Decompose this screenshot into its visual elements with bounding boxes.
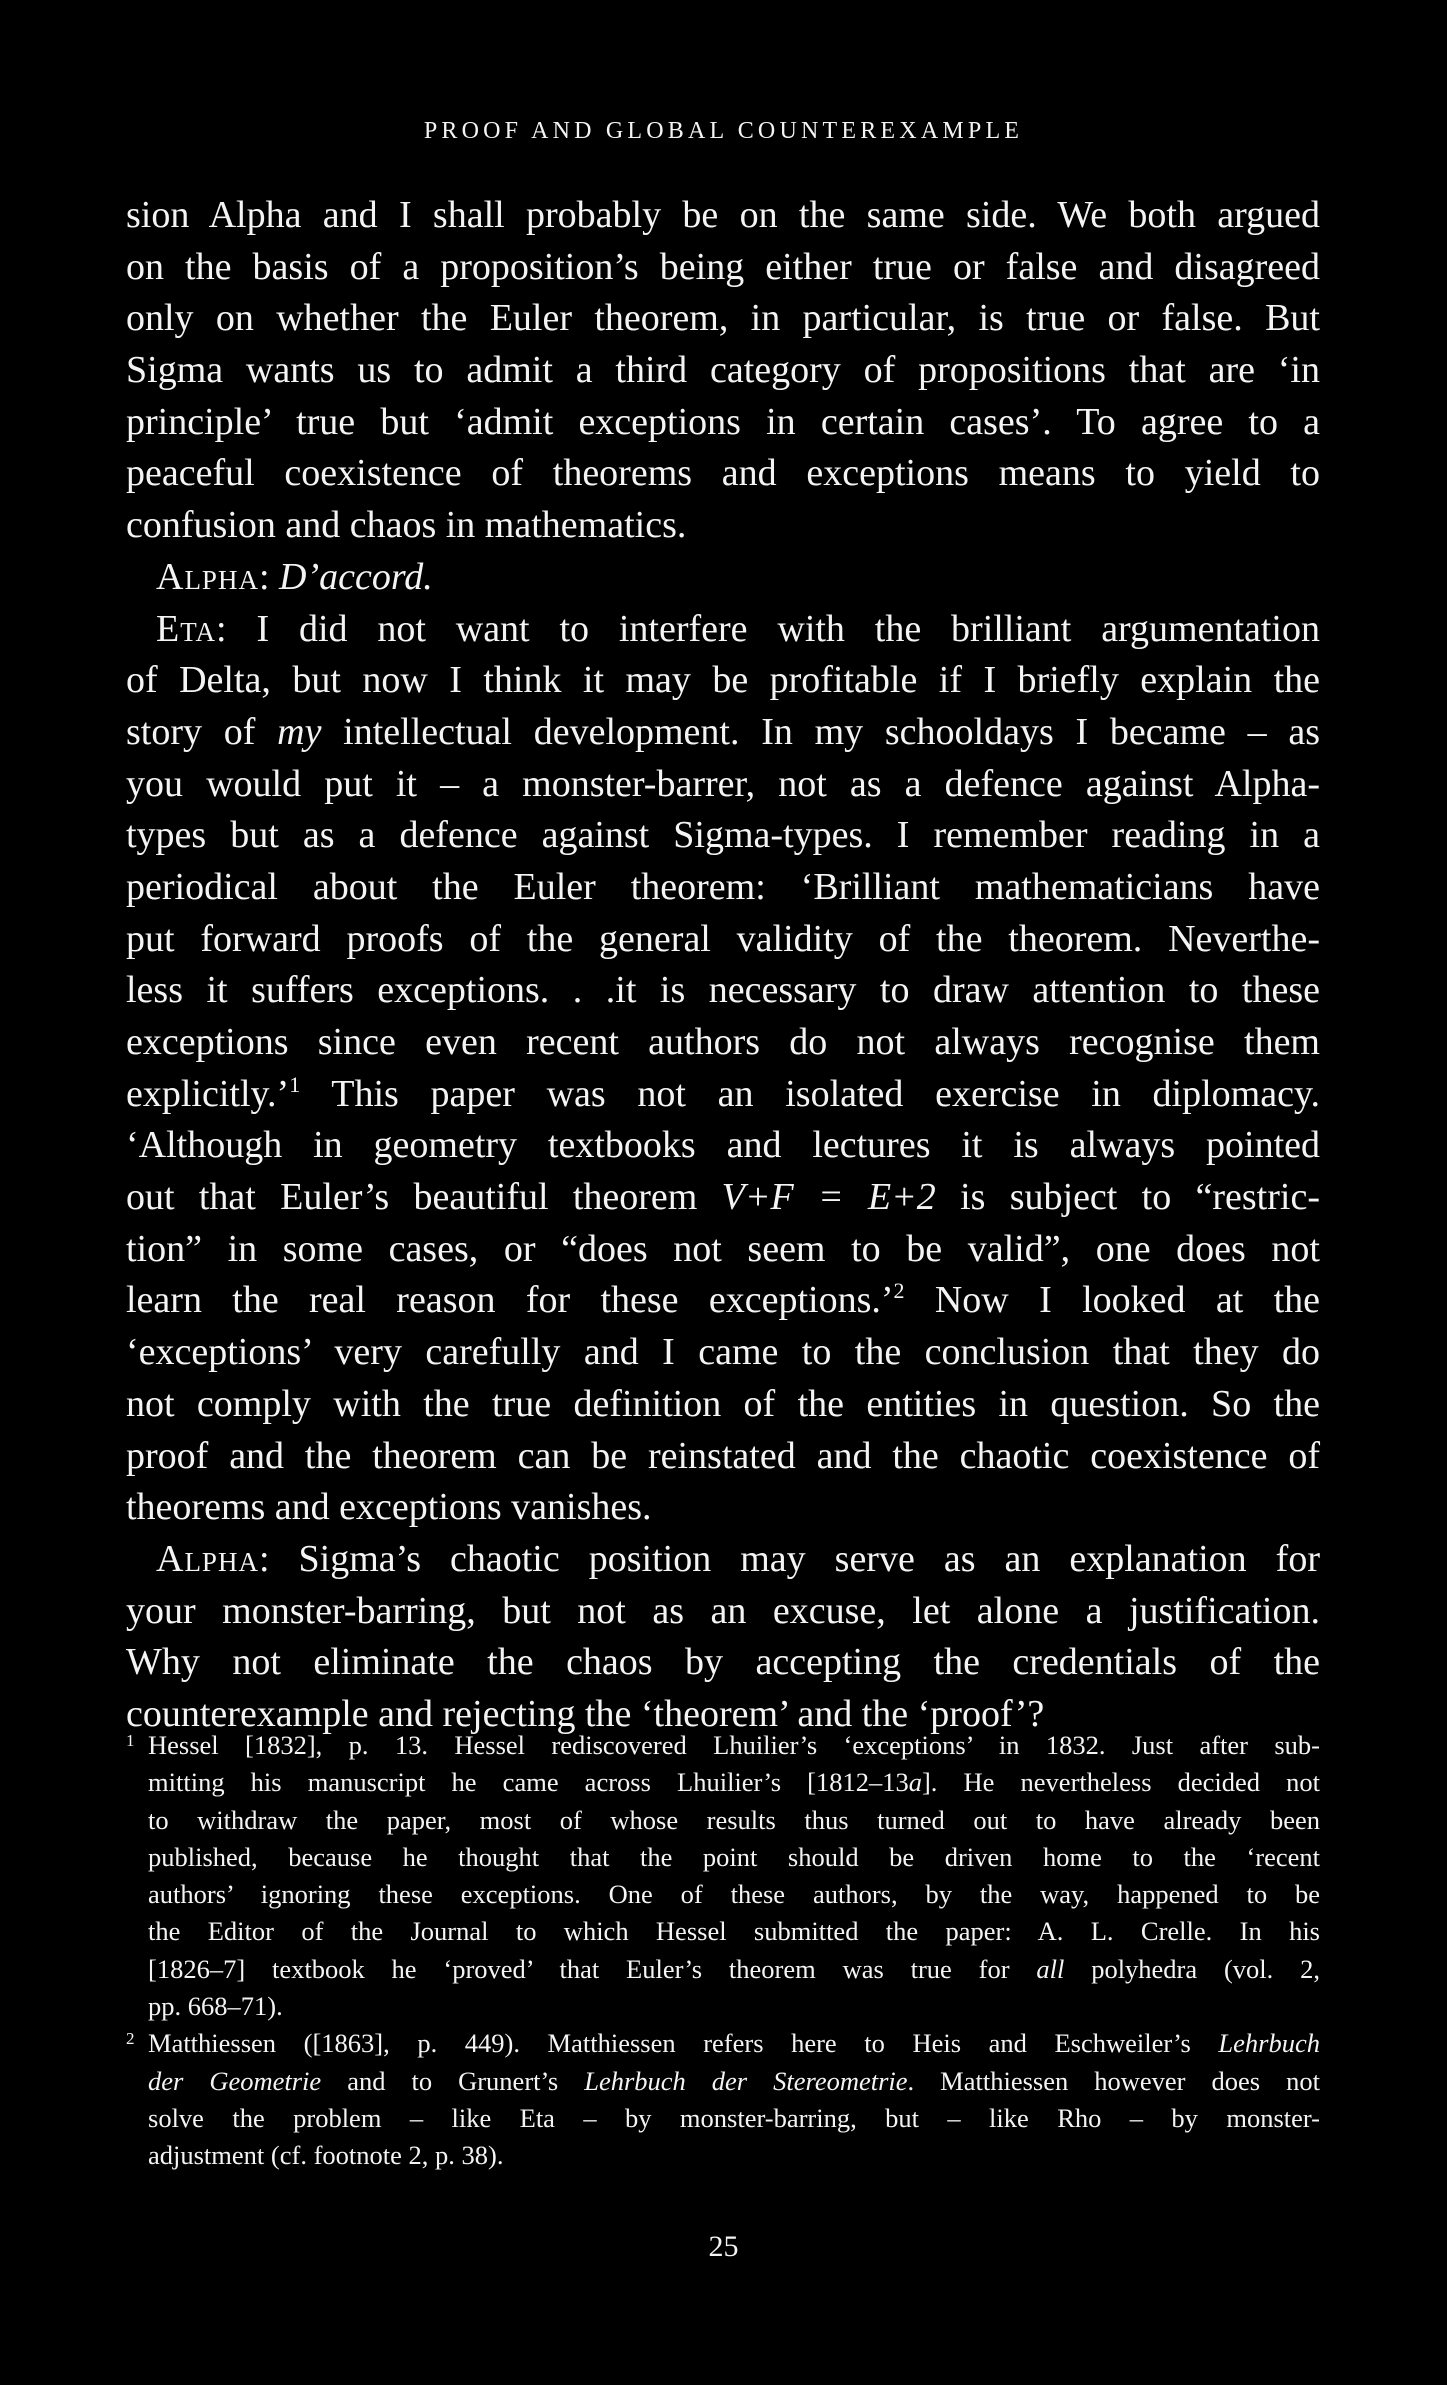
footnote-line: authors’ ignoring these exceptions. One of these authors, by the way, happened to be [148,1879,1320,1910]
body-line: Why not eliminate the chaos by accepting the credentials of the [126,1641,1320,1684]
emphasis: my [277,710,322,753]
page-number: 25 [708,2230,739,2263]
dialogue-alpha-1: Alpha: D’accord. [156,555,433,598]
body-line: learn the real reason for these exceptions.’$^2$ Now I looked at the [126,1278,1321,1322]
body-line: Sigma wants us to admit a third category of propositions that are ‘in [126,349,1320,392]
footnote-line: the Editor of the Journal to which Hessel submitted the paper: A. L. Crelle. In his [148,1916,1320,1947]
body-line: counterexample and rejecting the ‘theorem’ and the ‘proof’? [126,1692,1045,1735]
body-line: peaceful coexistence of theorems and exceptions means to yield to [126,452,1320,495]
footnote-line: [1826–7] textbook he ‘proved’ that Euler’s theorem was true for all polyhedra (vol. 2, [148,1953,1320,1984]
body-line: you would put it – a monster-barrer, not as a defence against Alpha- [126,762,1320,805]
body-line: less it suffers exceptions. . .it is necessary to draw attention to these [126,969,1320,1012]
dialogue-alpha-2: Alpha: Sigma’s chaotic position may serve as an explanation for [156,1537,1320,1580]
footnotes [126,1727,1320,2175]
footnote-1: 1 Hessel [1832], p. 13. Hessel rediscovered Lhuilier’s ‘exceptions’ in 1832. Just after sub- [126,1730,1320,1760]
body-line: ‘exceptions’ very carefully and I came to the conclusion that they do [126,1331,1320,1374]
body-line: ‘Although in geometry textbooks and lectures it is always pointed [126,1124,1320,1167]
body-line: sion Alpha and I shall probably be on the same side. We both argued [126,194,1320,236]
speaker-name: Alpha [156,555,259,598]
body-line: proof and the theorem can be reinstated and the chaotic coexistence of [126,1434,1320,1477]
body-line: theorems and exceptions vanishes. [126,1486,652,1529]
body-line: not comply with the true definition of the entities in question. So the [126,1382,1320,1425]
body-line: tion” in some cases, or “does not seem to be valid”, one does not [126,1227,1320,1270]
footnote-ref-2[interactable]: 2 [893,1278,905,1304]
footnote-line: published, because he thought that the point should be driven home to the ‘recent [148,1841,1320,1872]
footnote-line: to withdraw the paper, most of whose results thus turned out to have already been [148,1804,1320,1835]
body-line: principle’ true but ‘admit exceptions in certain cases’. To agree to a [126,400,1320,443]
body-line: periodical about the Euler theorem: ‘Brilliant mathematicians have [126,865,1320,908]
body-line: exceptions since even recent authors do not always recognise them [126,1021,1320,1063]
body-line: your monster-barring, but not as an excuse, let alone a justification. [126,1589,1320,1632]
footnote-line: der Geometrie and to Grunert’s Lehrbuch der Stereometrie. Matthiessen however does not [148,2065,1320,2096]
footnote-line: adjustment (cf. footnote 2, p. 38). [148,2140,504,2171]
body-line: of Delta, but now I think it may be profitable if I briefly explain the [126,659,1320,702]
footnote-2: 2 Matthiessen ([1863], p. 449). Matthiessen refers here to Heis and Eschweiler’s Lehrbuch [126,2028,1320,2059]
body-line: explicitly.’$^1$ This paper was not an isolated exercise in diplomacy. [126,1071,1320,1115]
footnote-line: pp. 668–71). [148,1991,283,2022]
speech-text: D’accord. [279,555,433,598]
math-formula: V+F = E+2 [721,1176,936,1219]
body-text [126,190,1320,1741]
body-line: on the basis of a proposition’s being either true or false and disagreed [126,245,1320,288]
footnote-line: solve the problem – like Eta – by monster-barring, but – like Rho – by monster- [148,2102,1320,2133]
speaker-name: Eta [156,607,217,650]
footnote-ref-1[interactable]: 1 [289,1071,301,1097]
body-line: out that Euler’s beautiful theorem V+F = E+2 is subject to “restric- [126,1176,1320,1219]
body-line: confusion and chaos in mathematics. [126,504,687,547]
footnote-line: mitting his manuscript he came across Lhuilier’s [1812–13a]. He nevertheless decided not [148,1767,1320,1798]
dialogue-eta: Eta: I did not want to interfere with the brilliant argumentation [156,607,1320,650]
body-line: types but as a defence against Sigma-types. I remember reading in a [126,814,1320,857]
body-line: only on whether the Euler theorem, in particular, is true or false. But [126,297,1320,340]
body-line: put forward proofs of the general validity of the theorem. Neverthe- [126,917,1320,960]
speaker-name: Alpha [156,1537,259,1580]
body-line: story of my intellectual development. In my schooldays I became – as [126,710,1320,753]
running-head: PROOF AND GLOBAL COUNTEREXAMPLE [423,118,1024,144]
